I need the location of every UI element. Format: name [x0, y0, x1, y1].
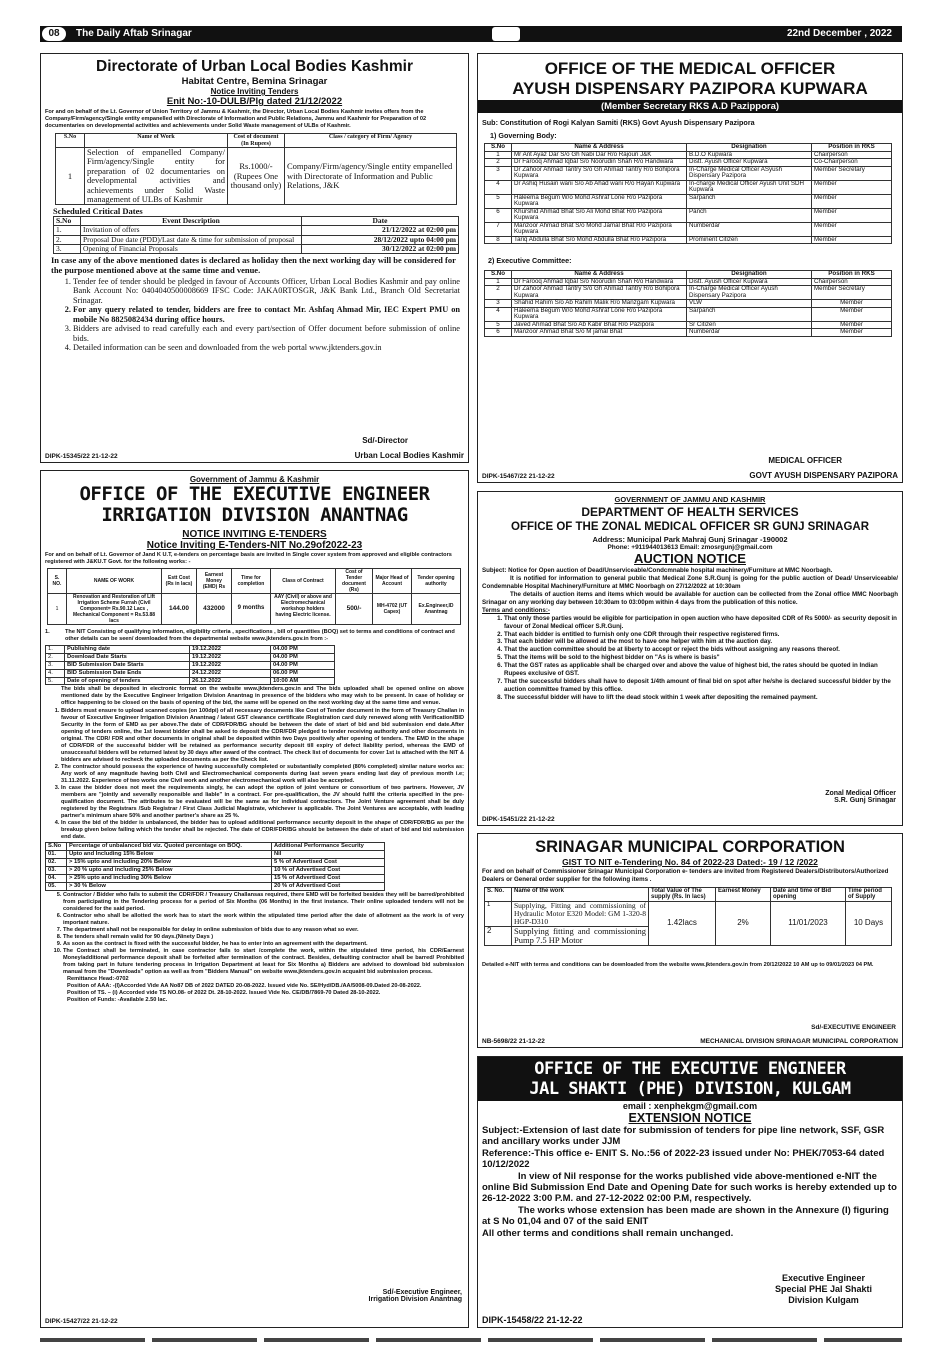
ayush-gb-5-name: Haleema Begum W/o Mohd Ashraf Lone R/o Pazipora Kupwara: [512, 194, 687, 208]
health-term-4: 4. That the auction committee should be at liberty to accept or reject the bids without assigning any reasons thereof.: [504, 646, 898, 654]
ayush-ec-2-name: Dr Zahoor Ahmad Tantry S/o Gh Ahmad Tantry R/o Bohipora Kupwara: [512, 286, 687, 300]
irr-dipk: DIPK-15427/22 21-12-22: [45, 1318, 118, 1325]
smc-title: SRINAGAR MUNICIPAL CORPORATION: [535, 838, 845, 856]
ulb-row-work: Selection of empanelled Company/ Firm/agency/Single entity for preparation of 02 documentaries on developmental activities and achievements under Solid Waste management of ULBs of Kashmir: [85, 148, 228, 205]
issue-date: 22nd December , 2022: [786, 28, 892, 39]
ayush-title-1: OFFICE OF THE MEDICAL OFFICER: [544, 59, 836, 78]
health-title: AUCTION NOTICE: [634, 551, 746, 566]
irr-notice: NOTICE INVITING E-TENDERS: [182, 528, 327, 540]
table-row: [485, 166, 892, 180]
irr-date-3-n: 3.: [46, 661, 65, 669]
smc-gist: GIST TO NIT e-Tendering No. 84 of 2022-23 Dated:- 19 / 12 /2022: [562, 857, 818, 867]
table-row: [485, 222, 892, 236]
irr-perf-1-p: Upto and Including 15% Below: [67, 851, 272, 859]
ulb-intro: For and on behalf of the Lt. Governor of Union Territory of Jammu & Kashmir, the Director, Urban Local Bodies Kashmir invites offers from the Company/Firm/agency/Single entity empanelled with Directorate of Information and Public Relations, Jammu and Kashmir for Preparation of 02 documentaries on developmental activities and achievements under Solid Waste management of ULBs of Kashmir.: [45, 109, 427, 129]
irr-work-table: [47, 568, 461, 625]
irr-perf-4-s: 15 % of Advertised Cost: [272, 874, 385, 882]
irrigation-tender-notice: [40, 470, 469, 1328]
irr-col-emd: Earnest Money (EMD) Rs: [197, 568, 232, 593]
irr-col-tdoc: Cost of Tender document (Rs): [336, 568, 373, 593]
irr-date-5-e: Date of opening of tenders: [65, 677, 190, 685]
table-row: [485, 208, 892, 222]
health-term-1: 1. That only those parties would be eligible for participation in open auction who have deposited CDR of Rs 5000/- as security deposit in favour of Zonal Medical officer S.R.Gunj.: [504, 615, 898, 631]
ayush-ec-title: 2) Executive Committee:: [488, 256, 572, 265]
phe-title-banner: [478, 1057, 902, 1101]
ayush-ec-4-desig: Sarpanch: [687, 307, 812, 321]
ayush-gb-8-name: Tariq Abdulla Bhat S/o Mohd Abdulla Bhat R/o Pazipora: [512, 236, 687, 244]
ulb-sched-col-date: Date: [302, 217, 459, 226]
ayush-ec-4-sno: 4: [485, 307, 512, 321]
paper-logo-icon: [492, 27, 520, 41]
irr-intro: For and on behalf of Lt. Governor of Jand K U.T, e-tenders on percentage basis are invited in Single cover system from approved and eligible contractors registered with J&KU.T Govt. for the following works: -: [45, 551, 452, 565]
page-number: 08: [42, 27, 66, 41]
phe-extension-notice: [477, 1056, 903, 1328]
ayush-gb-6-pos: Member: [812, 208, 892, 222]
ayush-col-name: Name & Address: [512, 144, 687, 152]
ayush-sign-2: GOVT AYUSH DISPENSARY PAZIPORA: [749, 471, 898, 480]
irr-title-1: OFFICE OF THE EXECUTIVE ENGINEER: [79, 483, 430, 505]
ayush-ec-3-pos: Member: [812, 300, 892, 308]
ayush-gb-3-name: Dr Zahoor Ahmad Tantry S/o Gh Ahmad Tantry R/o Bohipora Kupwara: [512, 166, 687, 180]
irr-item-1: 1. Bidders must ensure to upload scanned copies (on 100dpi) of all necessary documents like Cost of Tender document in the form of Treasury Challan in favour of Executive Engineer Irrigation Division Anantnag / latest GST clearance certificate /Registration card duly renewed along with Verification/BID Security in the form of EMD as per above.The date of CDR/FDR/BG should be between the date of start of bid and bid submission end date.After opening of tenders online, the 1st lowest bidder shall be asked to deposit the CDR/FDR pledged to tender receiving authority and other documents in original. The CDR/ FDR and other documents in original shall be deposited within two Days positively after opening of tenders. The EMD in the shape of CDR/FDR of the successful bidder will be retained as performance security deposit till expiry of defect liability period, whereas the EMD of unsuccessful bidders will be returned latest by 30 days after award of the contract. The check list of documents for cover 1st is attached with the NIT & bidders are advised to recheck the uploaded documents as per the Check list.: [61, 708, 464, 764]
health-dept: DEPARTMENT OF HEALTH SERVICES: [581, 505, 799, 519]
ulb-points: [41, 277, 460, 353]
irr-col-sno: S. NO.: [48, 568, 67, 593]
irr-gov: Government of Jammu & Kashmir: [189, 475, 320, 484]
ayush-ec-5-sno: 5: [485, 321, 512, 329]
ulb-sched-2-n: 2.: [54, 235, 81, 244]
ulb-col-work: Name of Work: [85, 133, 228, 147]
ayush-gb-6-name: Khurshid Ahmad Bhat S/o Ali Mohd Bhat R/o Pazipora Kupwara: [512, 208, 687, 222]
smc-col-period: Time period of Supply: [846, 887, 892, 901]
health-subject: Subject: Notice for Open auction of Dead/Unserviceable/Condcmnable hospital machinery/Furniture at MMC Noorbagh.: [482, 567, 833, 574]
page-bottom-rule: [40, 1336, 902, 1342]
ulb-sched-col-event: Event Description: [81, 217, 302, 226]
irr-date-2-d: 19.12.2022: [190, 653, 271, 661]
irr-col-name: NAME OF WORK: [67, 568, 162, 593]
irr-perf-col-pct: Percentage of unbalanced bid viz. Quoted percentage on BOQ.: [67, 843, 272, 851]
ayush-ec-5-name: Javed Ahmad Bhat S/o Ab Kabir Bhat R/o Pazipora: [512, 321, 687, 329]
irr-item-4: 4. In case the bid of the bidder is unbalanced, the bidder has to upload additional performance security deposit in the shape of CDR/FDR/BG as per the breakup given below failing which the tender shall be rejected. The date of CDR/FDR/BG should be between the date of start of bid and bid submission end date.: [61, 820, 464, 841]
smc-work-table: [484, 887, 892, 947]
ulb-row-sno: 1: [56, 148, 85, 205]
ayush-notice: [477, 53, 903, 483]
smc-row-2-work: Supplying fitting and commissioning Pump 7.5 HP Motor: [512, 926, 649, 946]
irr-perf-5-s: 20 % of Advertised Cost: [272, 882, 385, 890]
ayush-title-2: AYUSH DISPENSARY PAZIPORA KUPWARA: [512, 79, 868, 98]
ayush-gb-7-name: Manzoor Ahmad Bhat S/o Mohd Jamal Bhat R/o Pazipora Kupwara: [512, 222, 687, 236]
ayush-gb-2-desig: Distt. Ayush Officer Kupwara: [687, 159, 812, 167]
ayush-ec-2-pos: Member Secretary: [812, 286, 892, 300]
ayush-ec-col-name: Name & Address: [512, 271, 687, 279]
smc-nb: NB-5698/22 21-12-22: [482, 1038, 545, 1045]
irr-item-10: 10. The Contract shall be terminated, in case contractor fails to start /complete the work, within the stipulated time period, his CDR/Earnest Money/additional performance deposit shall be forfeited after termination of the contract. Besides, defaulting contractor shall be barred/ Prohibited from taking part in future tendering process in Irrigation Department at least for Six Months a) Bidders are advised to download bid submission manual from the "Downloads" option as well as from "Bidders Manual" on website www.jktenders.gov.in acquaint bid submission process.: [63, 948, 464, 976]
ulb-sched-2-d: 28/12/2022 upto 04:00 pm: [302, 235, 459, 244]
ayush-gb-7-sno: 7: [485, 222, 512, 236]
irr-perf-col-sno: S.No: [46, 843, 67, 851]
ayush-ec-col-sno: S.No: [485, 271, 512, 279]
irr-perf-4-n: 04.: [46, 874, 67, 882]
phe-sign-2: Special PHE Jal Shakti: [774, 1283, 872, 1294]
table-row: [46, 851, 385, 859]
ayush-gb-2-name: Dr Farooq Ahmad Iqbal S/o Noorudin Shah R/o Handwara: [512, 159, 687, 167]
ulb-row-class: Company/Firm/agency/Single entity empanelled with Directorate of Information and Public Relations, J&K: [285, 148, 457, 205]
ayush-gb-4-sno: 4: [485, 180, 512, 194]
health-sign-2: S.R. Gunj Srinagar: [834, 797, 896, 804]
ayush-ec-1-desig: Distt. Ayush Officer Kupwara: [687, 278, 812, 286]
irr-sign-1: Sd/-Executive Engineer,: [382, 1289, 462, 1296]
ayush-subject: Sub: Constitution of Rogi Kalyan Samiti (RKS) Govt Ayush Dispensary Pazipora: [482, 118, 755, 127]
phe-dipk: DIPK-15458/22 21-12-22: [482, 1315, 583, 1325]
ulb-row-cost: Rs.1000/- (Rupees One thousand only): [228, 148, 285, 205]
ulb-point-4: 4. Detailed information can be seen and downloaded from the web portal www.jktenders.gov.in: [73, 343, 460, 353]
ayush-ec-1-sno: 1: [485, 278, 512, 286]
irr-item-8: 8. The tenders shall remain valid for 90 days.(Ninety Days ): [63, 934, 464, 941]
health-terms: [478, 615, 898, 702]
ayush-gb-3-pos: Member Secretary: [812, 166, 892, 180]
table-row: [485, 236, 892, 244]
smc-col-emd: Earnest Money: [716, 887, 771, 901]
irr-row-time: 9 months: [232, 593, 271, 624]
irr-date-4-t: 06.00 PM: [271, 669, 335, 677]
health-terms-title: Terms and conditions:-: [482, 606, 550, 614]
ulb-sched-3-e: Opening of Financial Proposals: [81, 244, 302, 253]
table-row: [46, 645, 335, 653]
irr-date-1-d: 19.12.2022: [190, 645, 271, 653]
ayush-gb-8-desig: Prominent Citizen: [687, 236, 812, 244]
smc-sign-1: Sd/-EXECUTIVE ENGINEER: [811, 1024, 896, 1031]
ayush-ec-col-desig: Designation: [687, 271, 812, 279]
table-row: [485, 307, 892, 321]
health-term-6: 6. That the GST rates as applicable shall be charged over and above the value of highest bid, the rates should be quoted in Indian Rupees exclusive of GST.: [504, 662, 898, 678]
irr-perf-3-s: 10 % of Advertised Cost: [272, 867, 385, 875]
ayush-gb-1-desig: B.D.O Kupwara: [687, 151, 812, 159]
irr-perf-1-s: Nil: [272, 851, 385, 859]
health-term-8: 8. The successful bidder will have to lift the dead stock within 1 week after depositing the remained payment.: [504, 694, 898, 702]
smc-col-work: Name of the work: [512, 887, 649, 901]
irr-date-3-t: 04.00 PM: [271, 661, 335, 669]
ayush-gb-title: 1) Governing Body:: [490, 131, 557, 140]
smc-col-value: Total Value of The supply (Rs. In lacs): [649, 887, 716, 901]
irr-dates-table: [45, 645, 335, 686]
ulb-col-cost: Cost of document (In Rupees): [228, 133, 285, 147]
ayush-ec-3-sno: 3: [485, 300, 512, 308]
irr-item-2: 2. The contractor should possess the experience of having successfully completed or substantially completed (80% completed) similar nature works as: Any work of any magnitude having both Civil and Electromechanical components during last seven years ending last day of previous month i.e; 31.11.2022. Experience of two works one Civil work and another electromechanical work will also be accepted.: [61, 764, 464, 785]
ulb-sched-2-e: Proposal Due date (PDD)/Last date & time for submission of proposal: [81, 235, 302, 244]
irr-ts: Position of TS. – (i) Accorded vide TS NO.08- of 2022 Dt. 28-10-2022. Issued Vide No. CE/DB/7869-70 Dated 28-10-2022.: [67, 989, 381, 996]
smc-row-2-sno: 2: [485, 926, 512, 946]
health-sign-1: Zonal Medical Officer: [825, 790, 896, 797]
irr-col-time: Time for completion: [232, 568, 271, 593]
ayush-ec-col-pos: Position in RKS: [812, 271, 892, 279]
irr-date-5-d: 26.12.2022: [190, 677, 271, 685]
ayush-gb-1-pos: Chairperson: [812, 151, 892, 159]
ayush-gb-5-desig: Sarpanch: [687, 194, 812, 208]
ulb-work-table: [55, 133, 457, 205]
ayush-gb-5-sno: 5: [485, 194, 512, 208]
phe-body-3: All other terms and conditions shall remain unchanged.: [482, 1227, 734, 1239]
health-auction-notice: [477, 491, 903, 826]
irr-date-1-e: Publishing date: [65, 645, 190, 653]
irr-col-auth: Tender opening authority: [412, 568, 461, 593]
irr-perf-4-p: > 25% upto and including 30% Below: [67, 874, 272, 882]
irr-items: [41, 708, 464, 841]
health-body-1: It is notified for information to general public that Medical Zone S.R.Gunj is going for the public auction of Dead/ Unserviceable/ Condemnable Hospital Machinery/Furniture at MMC Noorbagh on 27/12/2022 at 10:30am: [482, 574, 898, 590]
ulb-sched-table: [53, 216, 459, 254]
health-body-2: The details of auction items and items which would be available for auction can be collected from the Zonal office MMC Noorbagh Srinagar on any working day between 10:30am to 03:00pm within 4 days from the publication of this notice.: [482, 590, 898, 606]
paper-name: The Daily Aftab Srinagar: [76, 28, 192, 39]
ayush-gb-6-desig: Panch: [687, 208, 812, 222]
ayush-gb-2-pos: Co-Chairperson: [812, 159, 892, 167]
ayush-ec-6-pos: Member: [812, 329, 892, 337]
irr-perf-2-n: 02.: [46, 859, 67, 867]
table-row: [46, 859, 385, 867]
irr-funds: Position of Funds: -Available 2.50 lac.: [67, 996, 168, 1003]
irr-date-4-n: 4.: [46, 669, 65, 677]
health-dipk: DIPK-15451/22 21-12-22: [482, 816, 555, 823]
ulb-sched-title: Scheduled Critical Dates: [53, 206, 143, 217]
table-row: [46, 874, 385, 882]
ayush-gb-5-pos: Member: [812, 194, 892, 208]
irr-date-4-e: BID Submission Date Ends: [65, 669, 190, 677]
irr-perf-5-p: > 30 % Below: [67, 882, 272, 890]
ulb-col-sno: S.No: [56, 133, 85, 147]
irr-date-5-t: 10:00 AM: [271, 677, 335, 685]
irr-item-5: 5. Contractor / Bidder who fails to submit the CDR/FDR / Treasury Challansas required, there EMD will be forfeited besides they will be barred/prohibited from participating in the Tendering process for a period of Six Months (06 Months) in the first instance. Their online uploaded tenders will not be considered for the said period.: [63, 892, 464, 913]
ayush-ec-3-name: Shahid Rahim S/o Ab Rahim Malik R/o Manzgam Kupwara: [512, 300, 687, 308]
ulb-notice-heading: Notice Inviting Tenders: [210, 87, 299, 96]
health-office: OFFICE OF THE ZONAL MEDICAL OFFICER SR GUNJ SRINAGAR: [511, 521, 869, 533]
ayush-ec-3-desig: VLW: [687, 300, 812, 308]
phe-email: email : xenphekgm@gmail.com: [622, 1101, 758, 1112]
irr-aaa: Position of AAA: -(I)Accorded Vide AA No87 DB of 2022 DATED 20-08-2022. Issued vide No. SE/Hyd/DB./AA/5008-09.Dated 20-08-2022.: [67, 982, 422, 989]
ayush-ec-table: [484, 270, 892, 337]
ulb-title: Directorate of Urban Local Bodies Kashmir: [96, 58, 413, 75]
irr-row-class: AAY (Civil) or above and Electromechanical workshop holders having Electric license.: [271, 593, 336, 624]
ayush-ec-2-sno: 2: [485, 286, 512, 300]
ulb-point-1: 1. Tender fee of tender should be pledged in favour of Accounts Officer, Urban Local Bodies Kashmir and pay online Bank Account No: 0404040500008669 IFSC Code: JAKA0RTOSGR, J&K Bank Ltd., Branch Old Secretariat Srinagar.: [73, 277, 460, 306]
phe-title-1: OFFICE OF THE EXECUTIVE ENGINEER: [534, 1059, 846, 1079]
ayush-col-pos: Position in RKS: [812, 144, 892, 152]
irr-body-1: The bids shall be deposited in electronic format on the website www.jktenders.gov.in and The bids uploaded shall be opened online on above mentioned date by the Executive Engineer Irrigation Division Anantnag in presence of the bidders who may wish to be present. In case of holiday or office happening to be closed on the basis of opening of the bid, the same will be opened on the next working day at the same time and venue.: [61, 686, 464, 707]
ayush-gb-7-pos: Member: [812, 222, 892, 236]
irr-sign-2: Irrigation Division Anantnag: [368, 1296, 462, 1303]
phe-sign-1: Executive Engineer: [781, 1273, 865, 1283]
health-address: Address: Municipal Park Mahraj Gunj Srinagar -190002: [592, 535, 788, 544]
ulb-enit: Enit No:-10-DULB/Plg dated 21/12/2022: [166, 96, 343, 107]
irr-date-4-d: 24.12.2022: [190, 669, 271, 677]
ayush-col-sno: S.No: [485, 144, 512, 152]
irr-col-head: Major Head of Account: [373, 568, 412, 593]
ayush-ec-1-pos: Chairperson: [812, 278, 892, 286]
table-row: [46, 867, 385, 875]
ayush-ec-5-desig: Sr Citizen: [687, 321, 812, 329]
ulb-sched-3-n: 3.: [54, 244, 81, 253]
health-gov: GOVERNMENT OF JAMMU AND KASHMIR: [614, 495, 766, 504]
ulb-col-class: Class / category of Firm/ Agency: [285, 133, 457, 147]
ayush-gb-2-sno: 2: [485, 159, 512, 167]
ayush-gb-7-desig: Numberdar: [687, 222, 812, 236]
ulb-point-3: 3. Bidders are advised to read carefully each and every part/section of Offer document before submission of online bids.: [73, 324, 460, 343]
ulb-holiday-note: In case any of the above mentioned dates is declared as holiday then the next working day will be considered for the purpose mentioned above at the same time and venue.: [51, 255, 456, 275]
table-row: [485, 180, 892, 194]
irr-date-2-t: 04.00 PM: [271, 653, 335, 661]
smc-period: 10 Days: [846, 902, 892, 946]
smc-col-opening: Date and time of Bid opening: [771, 887, 846, 901]
irr-perf-5-n: 05.: [46, 882, 67, 890]
ayush-gb-4-desig: In-charge Medical Officer Ayush Unit SDH Kupwara: [687, 180, 812, 194]
smc-row-1-sno: 1: [485, 902, 512, 927]
irr-para-1: 1. The NIT Consisting of qualifying information, eligibility criteria , specifications , bill of quantities (BOQ) set to terms and conditions of contract and other details can be seen/ downloaded from the departmental website www.jktenders.gov.in from :-: [45, 629, 464, 643]
irr-row-estt: 144.00: [162, 593, 197, 624]
smc-sign-2: MECHANICAL DIVISION SRINAGAR MUNICIPAL CORPORATION: [700, 1038, 898, 1045]
table-row: [485, 329, 892, 337]
table-row: [485, 159, 892, 167]
phe-body-1: In view of Nil response for the works published vide above-mentioned e-NIT the online Bid Submission End Date and Opening Date for such works is hereby extended up to 26-12-2022 3:00 P.M. and 27-12-2022 02:00 P.M, respectively.: [482, 1170, 897, 1205]
irr-nit: Notice Inviting E-Tenders-NIT No.29of2022-23: [146, 539, 363, 551]
irr-perf-table: [45, 842, 385, 891]
ulb-tender-notice: [40, 53, 469, 463]
table-row: [485, 194, 892, 208]
irr-perf-3-n: 03.: [46, 867, 67, 875]
irr-date-3-d: 19.12.2022: [190, 661, 271, 669]
ulb-dipk: DIPK-15345/22 21-12-22: [45, 453, 118, 460]
irr-perf-1-n: 01.: [46, 851, 67, 859]
ayush-subtitle: (Member Secretary RKS A.D Pazippora): [478, 100, 902, 113]
table-row: [46, 677, 335, 685]
irr-items-2: [41, 892, 464, 976]
ayush-ec-2-desig: In-Charge Medical Officer Ayush Dispensary Pazipora: [687, 286, 812, 300]
irr-item-9: 9. As soon as the contract is fixed with the successful bidder, he has to enter into an agreement with the department.: [63, 941, 464, 948]
irr-row-auth: Ex.Engineer,ID Anantnag: [412, 593, 461, 624]
irr-perf-3-p: > 20 % upto and including 25% Below: [67, 867, 272, 875]
table-row: [46, 653, 335, 661]
ulb-point-2: 2. For any query related to tender, bidders are free to contact Mr. Ashfaq Ahmad Mir, IEC Expert PMU on mobile No 8825082434 during office hours.: [73, 305, 460, 324]
health-term-7: 7. That the successful bidders shall have to deposit 1/4th amount of final bid on spot after he/she is declared successful bidder by the auction committee framed by this office.: [504, 678, 898, 694]
irr-date-3-e: BID Submission Date Starts: [65, 661, 190, 669]
table-row: [485, 300, 892, 308]
irr-item-6: 6. Contractor who shall be allotted the work has to start the work within the stipulated time period after the date of allotment as the work is of very important nature.: [63, 913, 464, 927]
smc-row-1-work: Supplying, Fitting and commissioning of Hydraulic Motor E320 Model: GM 1-320-8 HGP-D310: [512, 902, 649, 927]
ayush-gb-4-pos: Member: [812, 180, 892, 194]
ulb-address: Habitat Centre, Bemina Srinagar: [181, 76, 328, 87]
health-term-5: 5. That the items will be sold to the highest bidder on "As is where is basis": [504, 654, 898, 662]
health-phone: Phone: +911944013613 Email: zmosrgunj@gmail.com: [607, 544, 773, 551]
ayush-sign-1: MEDICAL OFFICER: [768, 456, 842, 465]
ayush-gb-3-sno: 3: [485, 166, 512, 180]
health-term-2: 2. That each bidder is entitled to furnish only one CDR through their respective registered firms.: [504, 631, 898, 639]
irr-perf-2-s: 5 % of Advertised Cost: [272, 859, 385, 867]
ayush-ec-5-pos: Member: [812, 321, 892, 329]
irr-item-7: 7. The department shall not be responsible for delay in online submission of bids due to any reason what so ever.: [63, 927, 464, 934]
ulb-sign-1: Sd/-Director: [362, 436, 408, 445]
ayush-ec-4-pos: Member: [812, 307, 892, 321]
irr-title-2: IRRIGATION DIVISION ANANTNAG: [101, 503, 408, 526]
ayush-gb-3-desig: In-Charge Medical Officer ASyush Dispensary Pazipora: [687, 166, 812, 180]
ayush-ec-6-name: Manzoor Ahmad Bhat S/o M jamal Bhat: [512, 329, 687, 337]
ulb-sched-1-d: 21/12/2022 at 02:00 pm: [302, 226, 459, 235]
smc-col-sno: S. No.: [485, 887, 512, 901]
table-row: [485, 286, 892, 300]
irr-row-sno: 1: [48, 593, 67, 624]
irr-item-3: 3. In case the bidder does not meet the requirements singly, he can adopt the option of joint venture or consortium of two partners. However, JV members are "jointly and severally responsible and liable" in a contract. For pre-qualification, the JV should fulfil the criteria specified in the pre-qualification document. The attributes to be evaluated will be the same as for individual contractors. The Joint Venture agreement shall be duly registered by the Registrars /Sub Registrar / First Class Judicial Magistrate, whichever is applicable. The Joint Ventures are acceptable, with leading partner's minimum share 50% and another partner's share as 25 %.: [61, 785, 464, 820]
table-row: [46, 882, 385, 890]
ulb-sched-col-sno: S.No: [54, 217, 81, 226]
irr-row-tdoc: 500/-: [336, 593, 373, 624]
ayush-gb-4-name: Dr Ashiq Husain wani S/o Ab Ahad wani R/o Hayan Kupwara: [512, 180, 687, 194]
irr-row-emd: 432000: [197, 593, 232, 624]
smc-detail: Detailed e-NIT with terms and conditions can be downloaded from the website www.jktenders.gov.in from 20/12/2022 10 AM up to 09/01/2023 04 PM.: [482, 962, 874, 969]
newspaper-header: [40, 26, 902, 42]
ayush-ec-6-sno: 6: [485, 329, 512, 337]
smc-opening: 11/01/2023: [771, 902, 846, 946]
irr-para-1-text: The NIT Consisting of qualifying information, eligibility criteria , specifications , bill of quantities (BOQ) set to terms and conditions of contract and other details can be seen/ downloaded from the departmental website www.jktenders.gov.in from :-: [65, 628, 455, 642]
ayush-gb-8-pos: Member: [812, 236, 892, 244]
phe-sign-3: Division Kulgam: [788, 1294, 859, 1305]
ayush-gb-1-name: Mr Ant Ayaz Dar S/o Gh Nabi Dar R/o Rajouri J&K: [512, 151, 687, 159]
irr-date-1-n: 1.: [46, 645, 65, 653]
ayush-dipk: DIPK-15467/22 21-12-22: [482, 473, 555, 480]
irr-perf-col-sec: Additional Performance Security: [272, 843, 385, 851]
smc-value: 1.42lacs: [649, 902, 716, 946]
irr-row-head: MH-4702 (UT Capex): [373, 593, 412, 624]
irr-col-estt: Estt Cost (Rs in lacs): [162, 568, 197, 593]
smc-emd: 2%: [716, 902, 771, 946]
phe-subject: Subject:-Extension of last date for submission of tenders for pipe line network, SSF, GSR and ancillary works under JJM: [482, 1125, 885, 1148]
irr-remit: Remittance Head:-0702: [67, 975, 129, 982]
ulb-sign-2: Urban Local Bodies Kashmir: [354, 451, 464, 460]
irr-date-1-t: 04.00 PM: [271, 645, 335, 653]
phe-body-2: The works whose extension has been made are shown in the Annexure (I) figuring at S No 01,04 and 07 of the said ENIT: [482, 1204, 889, 1228]
health-term-3: 3. That each bidder will be allowed at the most to have one helper with him at the auction day.: [504, 638, 898, 646]
ulb-sched-3-d: 30/12/2022 at 02:00 pm: [302, 244, 459, 253]
ayush-gb-1-sno: 1: [485, 151, 512, 159]
irr-perf-2-p: > 15% upto and including 20% Below: [67, 859, 272, 867]
ayush-gb-6-sno: 6: [485, 208, 512, 222]
phe-ref: Reference:-This office e- ENIT S. No.:56 of 2022-23 issued under No: PHEK/7053-64 dated 10/12/2022: [482, 1147, 885, 1171]
smc-intro: For and on behalf of Commissioner Srinagar Municipal Corporation e- tenders are invited from Registered Dealers/Distributors/Authorized Dealers or General order supplier for the following items .: [482, 868, 889, 883]
phe-notice: EXTENSION NOTICE: [628, 1111, 752, 1126]
ulb-sched-1-n: 1.: [54, 226, 81, 235]
irr-col-class: Class of Contract: [271, 568, 336, 593]
smc-tender-notice: [477, 833, 903, 1048]
ulb-sched-1-e: Invitation of offers: [81, 226, 302, 235]
irr-date-5-n: 5.: [46, 677, 65, 685]
ayush-ec-6-desig: Numberdar: [687, 329, 812, 337]
table-row: [46, 669, 335, 677]
irr-date-2-n: 2.: [46, 653, 65, 661]
irr-row-name: Renovation and Restoration of Lift Irrigation Scheme Furrah (Civil Component= Rs.90.12 Lacs , Mechanical Component = Rs.53.88 lacs: [67, 593, 162, 624]
ayush-ec-4-name: Haleema Begum W/o Mohd Ashraf Lone R/o Pazipora Kupwara: [512, 307, 687, 321]
table-row: [485, 902, 892, 927]
ayush-gb-8-sno: 8: [485, 236, 512, 244]
ayush-col-desig: Designation: [687, 144, 812, 152]
ayush-gb-table: [484, 143, 892, 244]
ayush-ec-1-name: Dr Farooq Ahmad Iqbal S/o Noorudin Shah R/o Handwara: [512, 278, 687, 286]
irr-date-2-e: Download Date Starts: [65, 653, 190, 661]
table-row: [46, 661, 335, 669]
phe-title-2: JAL SHAKTI (PHE) DIVISION, KULGAM: [529, 1078, 851, 1099]
